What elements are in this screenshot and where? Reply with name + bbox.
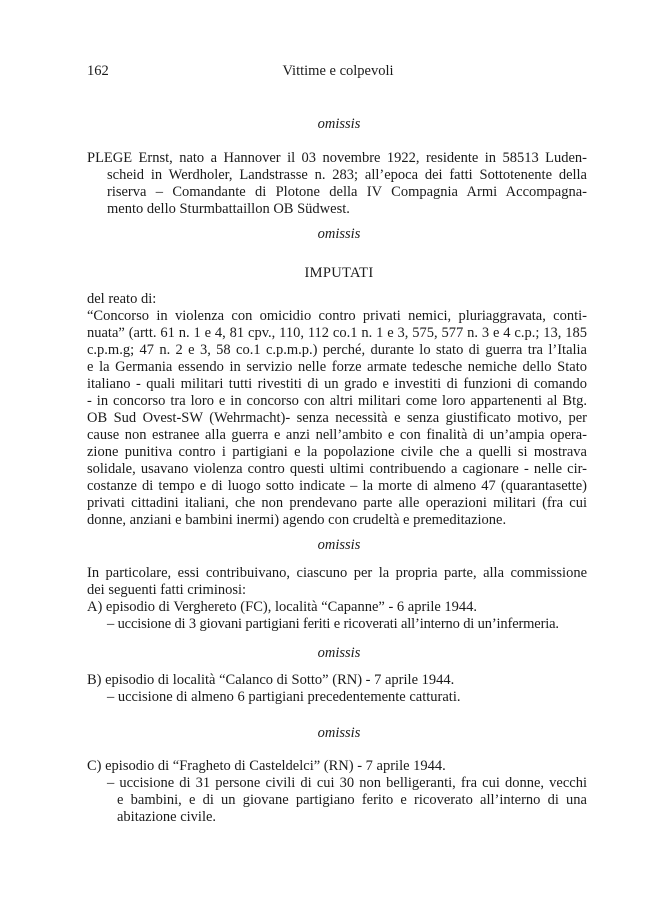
omissis-marker: omissis [317, 645, 361, 661]
charge-line: costanze di tempo e di luogo sotto indicate – la morte di almeno 47 (quarantasette) [87, 478, 587, 494]
particulars-line: dei seguenti fatti criminosi: [87, 582, 247, 598]
page-number: 162 [87, 63, 109, 79]
running-title: Vittime e colpevoli [282, 63, 394, 79]
episode-a-detail: – uccisione di 3 giovani partigiani feriti e ricoverati all’interno di un’infermeria. [107, 616, 559, 632]
episode-c-title: C) episodio di “Fragheto di Casteldelci” (RN) - 7 aprile 1944. [87, 758, 446, 774]
charge-line: OB Sud Ovest-SW (Wehrmacht)- senza necessità e senza giustificato motivo, per [87, 410, 587, 426]
episode-b-title: B) episodio di località “Calanco di Sotto” (RN) - 7 aprile 1944. [87, 672, 455, 688]
charge-line: zione punitiva contro i partigiani e la popolazione civile che a quelli si mostrava [87, 444, 587, 460]
episode-c-detail: abitazione civile. [117, 809, 217, 825]
charge-line: “Concorso in violenza con omicidio contro privati nemici, pluriaggravata, conti- [87, 308, 587, 324]
episode-c [87, 758, 587, 826]
charge-line: c.p.m.g; 47 n. 2 e 3, 58 co.1 c.p.m.p.) perché, durante lo stato di guerra tra l’Italia [87, 342, 587, 358]
omissis-marker: omissis [317, 725, 361, 741]
charge-line: nuata” (artt. 61 n. 1 e 4, 81 cpv., 110, 112 co.1 n. 1 e 3, 575, 577 n. 3 e 4 c.p.; 13, 185 [87, 325, 587, 341]
episode-b-detail: – uccisione di almeno 6 partigiani precedentemente catturati. [107, 689, 461, 705]
charge-line: del reato di: [87, 291, 157, 307]
omissis-marker: omissis [317, 226, 361, 242]
charge-line: donne, anziani e bambini inermi) agendo con crudeltà e premeditazione. [87, 512, 507, 528]
episode-c-detail: – uccisione di 31 persone civili di cui 30 non belligeranti, fra cui donne, vecchi [107, 775, 587, 791]
particulars-line: In particolare, essi contribuivano, ciascuno per la propria parte, alla commissione [87, 565, 587, 581]
charge-paragraph [87, 291, 587, 529]
charge-line: italiano - quali militari tutti rivestiti di un grado e investiti di funzioni di comando [87, 376, 587, 392]
defendant-line: scheid in Werdholer, Landstrasse n. 283; all’epoca dei fatti Sottotenente della [107, 167, 587, 183]
charge-line: e la Germania essendo in servizio nelle forze armate tedesche nemiche dello Stato [87, 359, 587, 375]
charge-line: cause non estranee alla guerra e anzi nell’ambito e con finalità di un’ampia opera- [87, 427, 587, 443]
charge-line: - in concorso tra loro e in concorso con altri militari come loro appartenenti al Btg. [87, 393, 587, 409]
defendant-line: PLEGE Ernst, nato a Hannover il 03 novembre 1922, residente in 58513 Luden- [87, 150, 587, 166]
imputati-heading: IMPUTATI [304, 265, 374, 281]
episode-a-title: A) episodio di Verghereto (FC), località “Capanne” - 6 aprile 1944. [87, 599, 478, 615]
defendant-line: mento dello Sturmbattaillon OB Südwest. [107, 201, 350, 217]
episode-c-detail: e bambini, e di un giovane partigiano ferito e ricoverato all’interno di una [117, 792, 587, 808]
episode-b [87, 672, 587, 706]
omissis-marker: omissis [317, 116, 361, 132]
particulars-paragraph [87, 565, 587, 633]
defendant-line: riserva – Comandante di Plotone della IV Compagnia Armi Accompagna- [107, 184, 587, 200]
charge-line: solidale, usavano violenza contro questi ultimi contribuendo a cagionare - nelle cir- [87, 461, 587, 477]
defendant-paragraph [87, 150, 587, 218]
omissis-marker: omissis [317, 537, 361, 553]
charge-line: privati cittadini italiani, che non prendevano parte alle operazioni militari (fra cui [87, 495, 587, 511]
